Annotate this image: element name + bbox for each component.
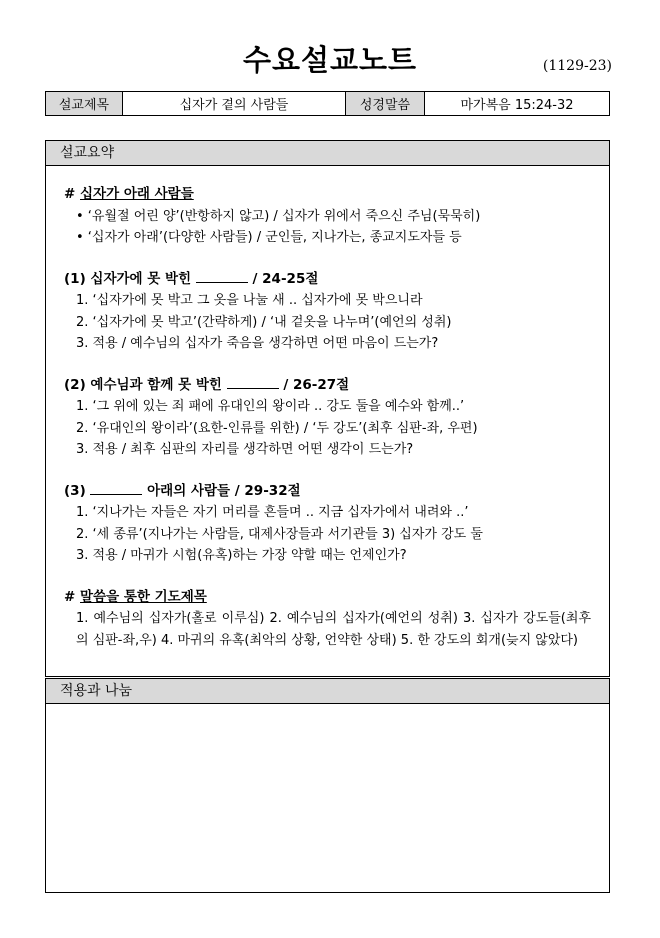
prayer-heading bbox=[64, 587, 591, 609]
section-2-title-post: / 26-27절 bbox=[283, 376, 350, 393]
section-3-title bbox=[64, 481, 591, 503]
section-3-title-post: 아래의 사람들 / 29-32절 bbox=[147, 482, 301, 499]
section-2-title bbox=[64, 375, 591, 397]
blank-line bbox=[227, 376, 279, 389]
section-3-item: 2. ‘세 종류’(지나가는 사람들, 대제사장들과 서기관들 3) 십자가 강도 둘 bbox=[76, 526, 483, 542]
section-1-item: 1. ‘십자가에 못 박고 그 옷을 나눌 새 .. 십자가에 못 박으니라 bbox=[76, 293, 423, 308]
summary-content bbox=[46, 166, 609, 651]
section-3-item: 3. 적용 / 마귀가 시험(유혹)하는 가장 약할 때는 언제인가? bbox=[76, 548, 407, 563]
prayer-text: 1. 예수님의 십자가(홀로 이루심) 2. 예수님의 십자가(예언의 성취) 3. 십자가 강도들(최후의 심판-좌,우) 4. 마귀의 유혹(최악의 상황, 언약한 상태) 5. 한 강도의 회개(늦지 않았다) bbox=[76, 611, 591, 648]
intro-hash: # bbox=[64, 186, 76, 202]
section-2-item: 2. ‘유대인의 왕이라’(요한-인류를 위한) / ‘두 강도’(최후 심판-좌, 우편) bbox=[76, 420, 478, 436]
intro-bullet: • ‘유월절 어린 양’(반항하지 않고) / 십자가 위에서 죽으신 주님(묵묵히) bbox=[76, 208, 481, 224]
section-1-item: 3. 적용 / 예수님의 십자가 죽음을 생각하면 어떤 마음이 드는가? bbox=[76, 336, 439, 351]
document-code: (1129-23) bbox=[542, 58, 612, 74]
sermon-info-bar bbox=[45, 91, 610, 116]
prayer-hash: # bbox=[64, 588, 76, 605]
sermon-title-label: 설교제목 bbox=[46, 92, 123, 115]
page-title: 수요설교노트 bbox=[242, 43, 418, 77]
summary-box bbox=[45, 140, 610, 677]
section-1-title-pre: (1) 십자가에 못 박힌 bbox=[64, 270, 192, 287]
sermon-title-value: 십자가 곁의 사람들 bbox=[123, 92, 346, 115]
section-1-item: 2. ‘십자가에 못 박고’(간략하게) / ‘내 겉옷을 나누며’(예언의 성취) bbox=[76, 314, 452, 330]
intro-bullet: • ‘십자가 아래’(다양한 사람들) / 군인들, 지나가는, 종교지도자들 등 bbox=[76, 230, 462, 245]
apply-box bbox=[45, 678, 610, 893]
scripture-value: 마가복음 15:24-32 bbox=[460, 98, 574, 113]
section-2-item: 1. ‘그 위에 있는 죄 패에 유대인의 왕이라 .. 강도 둘을 예수와 함께..’ bbox=[76, 399, 465, 414]
scripture-label: 성경말씀 bbox=[346, 92, 425, 115]
section-1-title-post: / 24-25절 bbox=[252, 270, 319, 287]
section-3-title-pre: (3) bbox=[64, 482, 86, 499]
intro-heading bbox=[64, 184, 591, 206]
intro-title: 십자가 아래 사람들 bbox=[80, 186, 194, 202]
section-3-item: 1. ‘지나가는 자들은 자기 머리를 흔들며 .. 지금 십자가에서 내려와 ..’ bbox=[76, 505, 469, 520]
section-1-title bbox=[64, 269, 591, 291]
blank-line bbox=[90, 482, 142, 495]
prayer-title: 말씀을 통한 기도제목 bbox=[80, 588, 207, 605]
blank-line bbox=[196, 270, 248, 283]
section-2-item: 3. 적용 / 최후 심판의 자리를 생각하면 어떤 생각이 드는가? bbox=[76, 442, 414, 457]
summary-header: 설교요약 bbox=[46, 141, 609, 166]
apply-header: 적용과 나눔 bbox=[46, 679, 609, 704]
section-2-title-pre: (2) 예수님과 함께 못 박힌 bbox=[64, 376, 222, 393]
